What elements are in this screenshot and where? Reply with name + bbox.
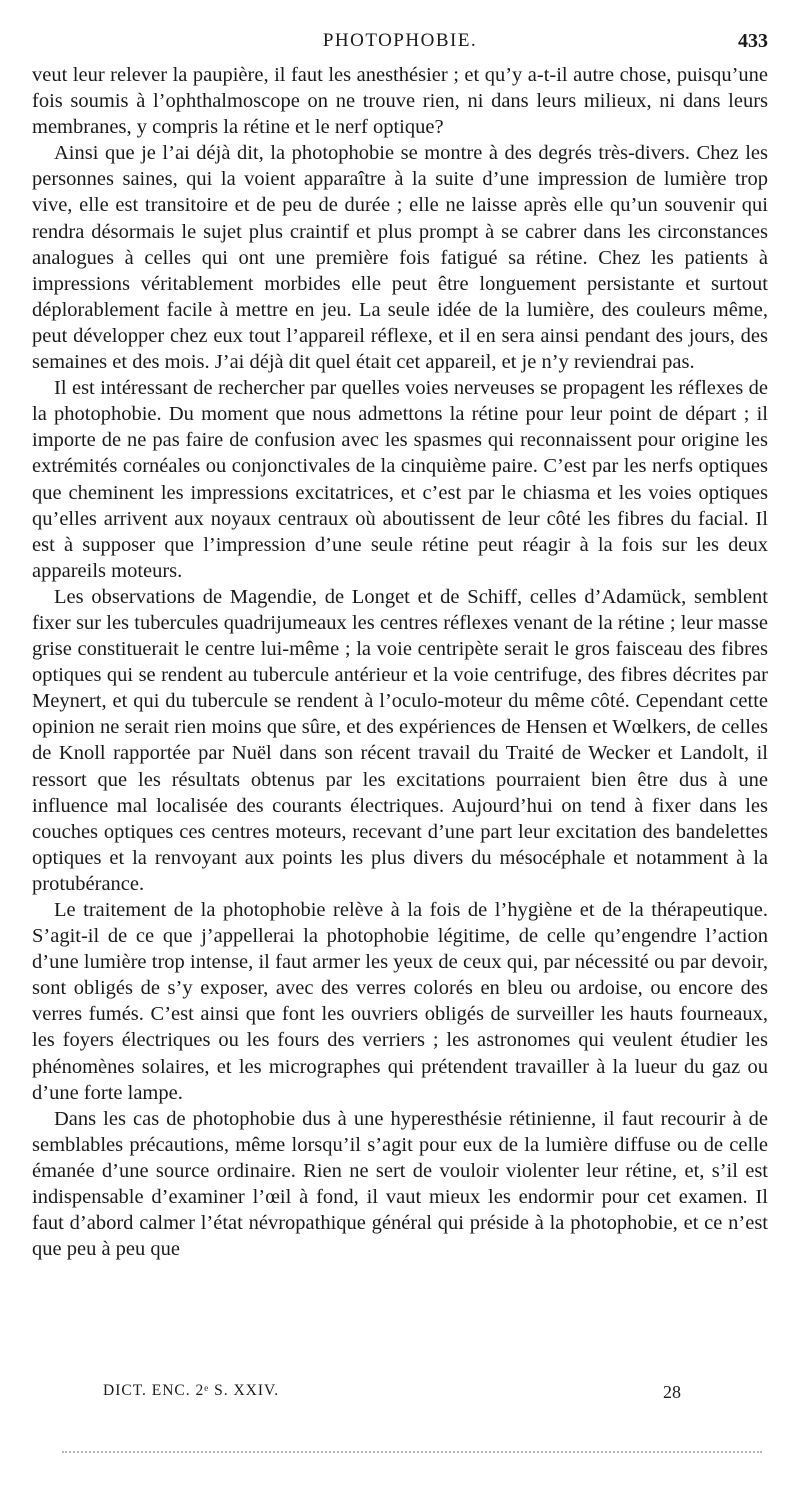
printer-signature: DICT. ENC. 2ᵉ S. XXIV. <box>103 1382 280 1399</box>
paragraph-treatment: Le traitement de la photophobie relève à la fois de l’hygiène et de la thérapeutique. S’agit-il de ce que j’appellerai la photophobie légitime, de celle qu’engendre l’action d’une lumière trop intense, il faut armer les yeux de ceux qui, par nécessité ou par devoir, sont obligés de s’y exposer, avec des verres colorés en bleu ou ardoise, ou encore des verres fumés. C’est ainsi que font les ouvriers obligés de surveiller les hauts fourneaux, les foyers électriques ou les fours des verriers ; les astronomes qui veulent étudier les phénomènes solaires, et les micrographes qui prétendent travailler à la lueur du gaz ou d’une forte lampe. <box>32 899 768 1104</box>
page-number: 433 <box>738 30 768 52</box>
body-text <box>32 62 768 1262</box>
paragraph-hyperesthesia: Dans les cas de photophobie dus à une hyperesthésie rétinienne, il faut recourir à de semblables précautions, même lorsqu’il s’agit pour eux de la lumière diffuse ou de celle émanée d’une source ordinaire. Rien ne sert de vouloir violenter leur rétine, et, s’il est indispensable d’examiner l’œil à fond, il vaut mieux les endormir pour cet examen. Il faut d’abord calmer l’état névropathique général qui préside à la photophobie, et ce n’est que peu à peu que <box>32 1107 768 1261</box>
running-title: PHOTOPHOBIE. <box>322 30 478 51</box>
page-footer <box>0 1382 800 1408</box>
running-head <box>32 30 768 56</box>
paragraph-observations: Les observations de Magendie, de Longet et de Schiff, celles d’Adamück, semblent fixer sur les tubercules quadrijumeaux les centres réflexes venant de la rétine ; leur masse grise constituerait le centre lui-même ; la voie centripète serait le gros faisceau des fibres optiques qui se rendent au tubercule antérieur et la voie centrifuge, des fibres décrites par Meynert, et qui du tubercule se rendent à l’oculo-moteur du même côté. Cependant cette opinion ne serait rien moins que sûre, et des expériences de Hensen et Wœlkers, de celles de Knoll rapportée par Nuël dans son récent travail du Traité de Wecker et Landolt, il ressort que les résultats obtenus par les excitations pourraient bien être dus à une influence mal localisée des courants électriques. Aujourd’hui on tend à fixer dans les couches optiques ces centres moteurs, recevant d’une part leur excitation des bandelettes optiques et la renvoyant aux points les plus divers du mésocéphale et notamment à la protubérance. <box>32 585 768 895</box>
paragraph-continuation: veut leur relever la paupière, il faut les anesthésier ; et qu’y a-t-il autre chose, puisqu’une fois soumis à l’ophthalmoscope on ne trouve rien, ni dans leurs milieux, ni dans leurs membranes, y compris la rétine et le nerf optique? <box>32 64 768 139</box>
sheet-number: 28 <box>663 1382 681 1402</box>
bleed-through-line <box>62 1451 762 1453</box>
paragraph-degrees: Ainsi que je l’ai déjà dit, la photophobie se montre à des degrés très-divers. Chez les personnes saines, qui la voient apparaître à la suite d’une impression de lumière trop vive, elle est transitoire et de peu de durée ; elle ne laisse après elle qu’un souvenir qui rendra désormais le sujet plus craintif et plus prompt à se cabrer dans les circonstances analogues à celles qui ont une première fois fatigué sa rétine. Chez les patients à impressions véritablement morbides elle peut être longuement persistante et surtout déplorablement facile à mettre en jeu. La seule idée de la lumière, des couleurs même, peut développer chez eux tout l’appareil réflexe, et il en sera ainsi pendant des jours, des semaines et des mois. J’ai déjà dit quel était cet appareil, et je n’y reviendrai pas. <box>32 142 768 374</box>
paragraph-nerve-pathways: Il est intéressant de rechercher par quelles voies nerveuses se propagent les réflexes de la photophobie. Du moment que nous admettons la rétine pour leur point de départ ; il importe de ne pas faire de confusion avec les spasmes qui reconnaissent pour origine les extrémités cornéales ou conjonctivales de la cinquième paire. C’est par les nerfs optiques que cheminent les impressions excitatrices, et c’est par le chiasma et les voies optiques qu’elles arrivent aux noyaux centraux où aboutissent de leur côté les fibres du facial. Il est à supposer que l’impression d’une seule rétine peut réagir à la fois sur les deux appareils moteurs. <box>32 377 768 582</box>
